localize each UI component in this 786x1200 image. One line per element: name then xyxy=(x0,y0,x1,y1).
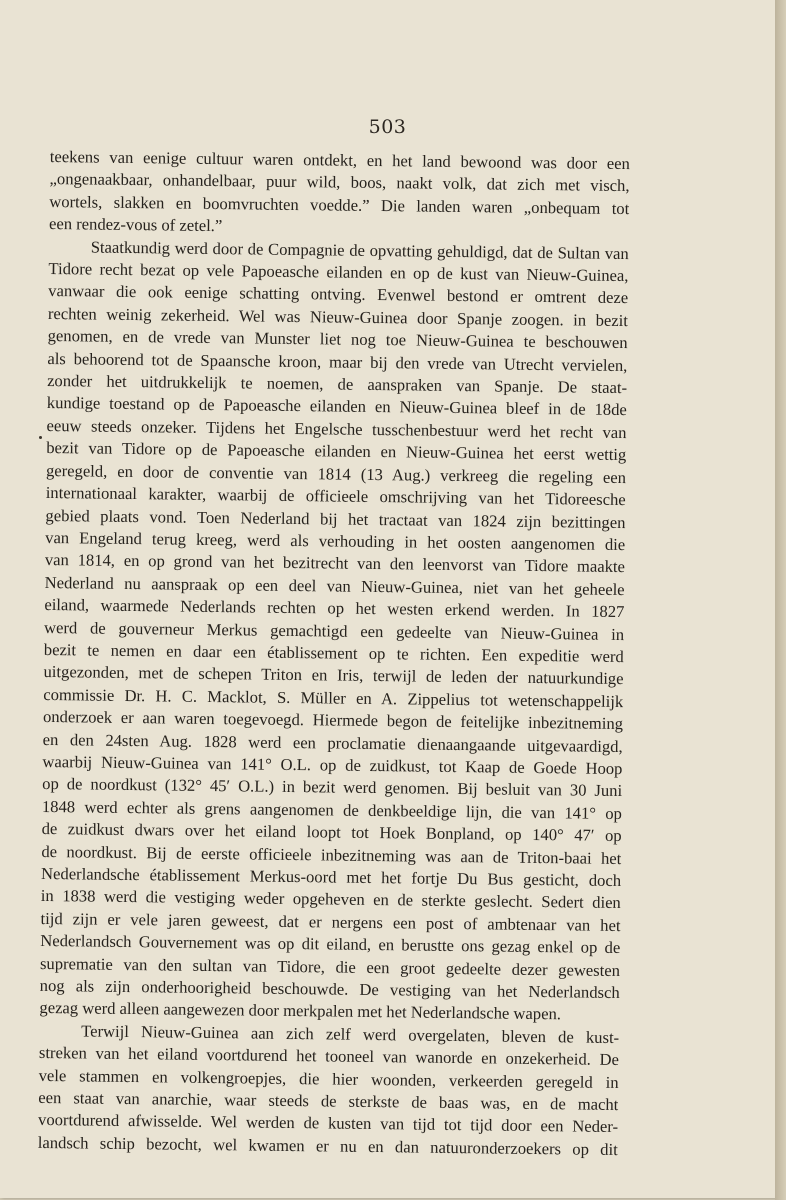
text-line: Tidore recht bezat op vele Papoeasche eilanden en op de kust van Nieuw-Guinea, xyxy=(48,259,629,286)
text-line: „ongenaakbaar, onhandelbaar, puur wild, boos, naakt volk, dat zich met visch, xyxy=(49,169,630,196)
text-line: kundige toestand op de Papoeasche eilanden en Nieuw-Guinea bleef in de 18de xyxy=(46,393,627,420)
text-line: wortels, slakken en boomvruchten voedde.” Die landen waren „onbequam tot xyxy=(49,191,630,218)
text-line: nog als zijn onderhoorigheid beschouwde. De vestiging van het Nederlandsch xyxy=(39,975,620,1003)
text-line: Staatkundig werd door de Compagnie de opvatting gehuldigd, dat de Sultan van xyxy=(90,237,629,263)
text-line: gezag werd alleen aangewezen door merkpalen met het Nederlandsche wapen. xyxy=(39,998,562,1024)
text-line: een staat van anarchie, waar steeds de sterkste de baas was, en de macht xyxy=(38,1087,619,1115)
page-edge xyxy=(775,0,786,1200)
text-line: gebied plaats vond. Toen Nederland bij het tractaat van 1824 zijn bezittingen xyxy=(45,505,626,532)
text-line: werd de gouverneur Merkus gemachtigd een gedeelte van Nieuw-Guinea in xyxy=(44,617,625,644)
text-line: bezit te nemen en daar een établissement op te richten. Een expeditie werd xyxy=(43,639,624,666)
text-line: eeuw steeds onzeker. Tijdens het Engelsche tusschenbestuur werd het recht van xyxy=(46,415,627,442)
text-line: uitgezonden, met de schepen Triton en Iris, terwijl de leden der natuurkundige xyxy=(43,662,624,689)
paragraph xyxy=(38,1020,620,1162)
text-line: van Engeland terug kreeg, werd als verhouding in het oosten aangenomen die xyxy=(45,527,626,554)
text-line: van 1814, en op grond van het bezitrecht van den leenvorst van Tidore maakte xyxy=(44,550,626,577)
text-line: 1848 werd echter als grens aangenomen de denkbeeldige lijn, die van 141° op xyxy=(41,796,623,823)
text-line: een rendez-vous of zetel.” xyxy=(48,214,223,236)
page-number: 503 xyxy=(368,116,407,138)
text-line: rechten weinig zekerheid. Wel was Nieuw-Guinea door Spanje zoogen. in bezit xyxy=(47,303,629,330)
text-line: suprematie van den sultan van Tidore, die een groot gedeelte dezer gewesten xyxy=(39,953,621,980)
text-line: vanwaar die ook eenige schatting ontving. Evenwel bestond er omtrent deze xyxy=(48,281,629,308)
margin-mark xyxy=(39,436,42,439)
text-line: bezit van Tidore op de Papoeasche eilanden en Nieuw-Guinea het eerst wettig xyxy=(46,438,627,465)
text-line: Nederlandsche établissement Merkus-oord met het fortje Du Bus gesticht, doch xyxy=(40,863,622,891)
text-line: als behoorend tot de Spaansche kroon, maar bij den vrede van Utrecht vervielen, xyxy=(47,348,628,375)
paragraph xyxy=(49,146,630,243)
text-line: zonder het uitdrukkelijk te noemen, de aanspraken van Spanje. De staat- xyxy=(47,371,628,398)
text-line: de noordkust. Bij de eerste officieele inbezitneming was aan de Triton-baai het xyxy=(41,841,622,868)
text-line: teekens van eenige cultuur waren ontdekt, en het land bewoond was door een xyxy=(49,146,630,174)
text-line: commissie Dr. H. C. Macklot, S. Müller en A. Zippelius tot wetenschappelijk xyxy=(43,684,624,711)
text-line: internationaal karakter, waarbij de officieele omschrijving van het Tidoreesche xyxy=(45,483,626,510)
text-line: de zuidkust dwars over het eiland loopt tot Hoek Bonpland, op 140° 47′ op xyxy=(41,819,622,846)
text-line: landsch schip bezocht, wel kwamen er nu en dan natuuronderzoekers op dit xyxy=(37,1132,618,1159)
text-line: Terwijl Nieuw-Guinea aan zich zelf werd overgelaten, bleven de kust- xyxy=(81,1021,620,1047)
body-text xyxy=(38,146,630,1161)
text-line: eiland, waarmede Nederlands rechten op het westen erkend werden. In 1827 xyxy=(44,595,625,622)
text-line: vele stammen en volkengroepjes, die hier woonden, verkeerden geregeld in xyxy=(38,1065,619,1092)
text-line: genomen, en de vrede van Munster liet nog toe Nieuw-Guinea te beschouwen xyxy=(47,326,628,353)
text-line: geregeld, en door de conventie van 1814 (13 Aug.) verkreeg die regeling een xyxy=(45,460,627,487)
text-line: Nederland nu aanspraak op een deel van Nieuw-Guinea, niet van het geheele xyxy=(44,572,625,599)
paragraph xyxy=(39,236,629,1027)
text-line: in 1838 werd die vestiging weder opgeheven en de sterkte geslecht. Sedert dien xyxy=(40,886,621,913)
text-line: Nederlandsch Gouvernement was op dit eiland, en berustte ons gezag enkel op de xyxy=(40,931,621,958)
text-line: voortdurend afwisselde. Wel werden de kusten van tijd tot tijd door een Neder- xyxy=(37,1110,619,1137)
text-line: tijd zijn er vele jaren geweest, dat er nergens een post of ambtenaar van het xyxy=(40,908,621,935)
text-line: streken van het eiland voortdurend het tooneel van wanorde en onzekerheid. De xyxy=(38,1043,619,1070)
text-line: op de noordkust (132° 45′ O.L.) in bezit werd genomen. Bij besluit van 30 Juni xyxy=(42,774,623,801)
text-line: onderzoek er aan waren toegevoegd. Hiermede begon de feitelijke inbezitneming xyxy=(42,707,624,734)
text-line: waarbij Nieuw-Guinea van 141° O.L. op de zuidkust, tot Kaap de Goede Hoop xyxy=(42,751,623,779)
text-line: en den 24sten Aug. 1828 werd een proclamatie dienaangaande uitgevaardigd, xyxy=(42,729,623,756)
